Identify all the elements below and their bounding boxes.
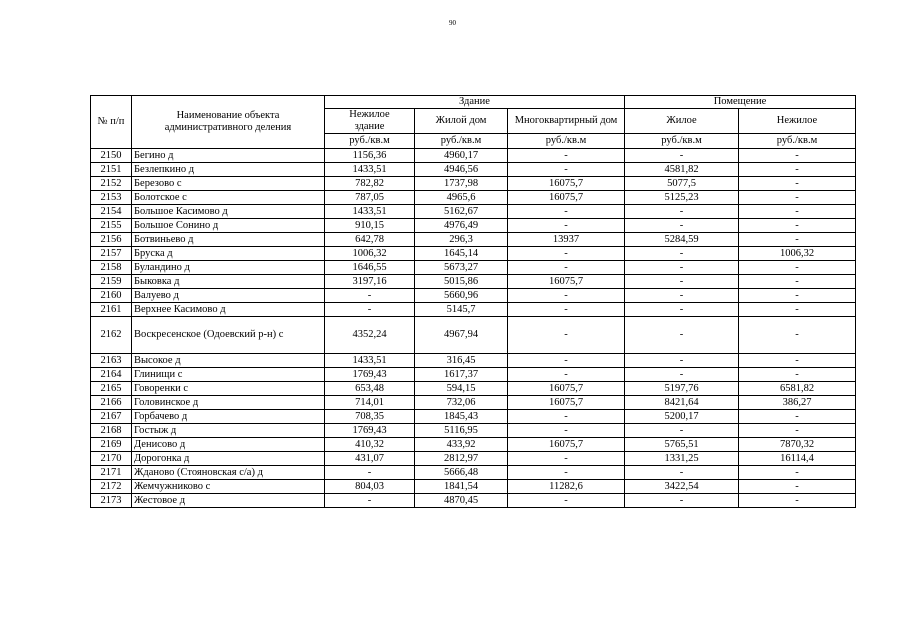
residential-premises-value: 4581,82 <box>625 163 739 177</box>
table-row <box>91 494 856 508</box>
table-row <box>91 424 856 438</box>
table-row <box>91 480 856 494</box>
object-name: Горбачево д <box>132 410 325 424</box>
apartment-building-value: - <box>508 317 625 354</box>
table-row <box>91 466 856 480</box>
unit-label: руб./кв.м <box>415 134 508 149</box>
nonresidential-building-value: 708,35 <box>325 410 415 424</box>
page-number: 90 <box>449 19 456 27</box>
unit-label: руб./кв.м <box>508 134 625 149</box>
row-number: 2163 <box>91 354 132 368</box>
object-name: Головинское д <box>132 396 325 410</box>
table-row <box>91 354 856 368</box>
row-number: 2156 <box>91 233 132 247</box>
nonresidential-building-value: 410,32 <box>325 438 415 452</box>
nonresidential-premises-value: - <box>739 317 856 354</box>
row-number: 2158 <box>91 261 132 275</box>
apartment-building-value: - <box>508 452 625 466</box>
row-number: 2162 <box>91 317 132 354</box>
object-name: Глинищи с <box>132 368 325 382</box>
nonresidential-building-value: 910,15 <box>325 219 415 233</box>
residential-house-value: 1845,43 <box>415 410 508 424</box>
object-name: Жданово (Стояновская с/а) д <box>132 466 325 480</box>
table-row <box>91 368 856 382</box>
apartment-building-value: 16075,7 <box>508 275 625 289</box>
residential-house-value: 5673,27 <box>415 261 508 275</box>
nonresidential-building-value: 1769,43 <box>325 424 415 438</box>
table-row <box>91 317 856 354</box>
nonresidential-premises-value: 6581,82 <box>739 382 856 396</box>
nonresidential-building-value: 1646,55 <box>325 261 415 275</box>
residential-house-value: 316,45 <box>415 354 508 368</box>
nonresidential-premises-value: - <box>739 424 856 438</box>
object-name: Ботвиньево д <box>132 233 325 247</box>
apartment-building-value: - <box>508 163 625 177</box>
residential-house-value: 2812,97 <box>415 452 508 466</box>
row-number: 2167 <box>91 410 132 424</box>
residential-premises-value: - <box>625 466 739 480</box>
nonresidential-building-value: - <box>325 466 415 480</box>
table-row <box>91 289 856 303</box>
row-number: 2165 <box>91 382 132 396</box>
residential-house-value: 296,3 <box>415 233 508 247</box>
nonresidential-building-value: 431,07 <box>325 452 415 466</box>
residential-house-value: 732,06 <box>415 396 508 410</box>
row-number: 2164 <box>91 368 132 382</box>
row-number: 2172 <box>91 480 132 494</box>
residential-premises-value: - <box>625 354 739 368</box>
object-name: Денисово д <box>132 438 325 452</box>
object-name: Жемчужниково с <box>132 480 325 494</box>
table-body <box>91 149 856 508</box>
apartment-building-value: - <box>508 149 625 163</box>
residential-premises-value: 5197,76 <box>625 382 739 396</box>
header-col-residential-house: Жилой дом <box>415 109 508 134</box>
apartment-building-value: - <box>508 410 625 424</box>
table-row <box>91 233 856 247</box>
residential-house-value: 1841,54 <box>415 480 508 494</box>
unit-label: руб./кв.м <box>739 134 856 149</box>
residential-house-value: 4870,45 <box>415 494 508 508</box>
nonresidential-building-value: 1769,43 <box>325 368 415 382</box>
apartment-building-value: 16075,7 <box>508 382 625 396</box>
residential-premises-value: - <box>625 317 739 354</box>
row-number: 2159 <box>91 275 132 289</box>
row-number: 2154 <box>91 205 132 219</box>
object-name: Болотское с <box>132 191 325 205</box>
object-name: Бегино д <box>132 149 325 163</box>
table-row <box>91 247 856 261</box>
nonresidential-building-value: 1433,51 <box>325 163 415 177</box>
apartment-building-value: 11282,6 <box>508 480 625 494</box>
table-row <box>91 163 856 177</box>
header-col-nonresidential-building: Нежилое здание <box>325 109 415 134</box>
apartment-building-value: 13937 <box>508 233 625 247</box>
unit-label: руб./кв.м <box>625 134 739 149</box>
header-col-residential-premises: Жилое <box>625 109 739 134</box>
table-row <box>91 149 856 163</box>
residential-house-value: 4967,94 <box>415 317 508 354</box>
row-number: 2169 <box>91 438 132 452</box>
nonresidential-premises-value: 386,27 <box>739 396 856 410</box>
residential-house-value: 594,15 <box>415 382 508 396</box>
nonresidential-building-value: 787,05 <box>325 191 415 205</box>
residential-premises-value: 1331,25 <box>625 452 739 466</box>
object-name: Березово с <box>132 177 325 191</box>
nonresidential-premises-value: - <box>739 261 856 275</box>
residential-premises-value: 5200,17 <box>625 410 739 424</box>
apartment-building-value: - <box>508 289 625 303</box>
apartment-building-value: - <box>508 205 625 219</box>
residential-house-value: 4946,56 <box>415 163 508 177</box>
object-name: Дорогонка д <box>132 452 325 466</box>
nonresidential-building-value: - <box>325 289 415 303</box>
row-number: 2173 <box>91 494 132 508</box>
table-row <box>91 396 856 410</box>
nonresidential-premises-value: - <box>739 149 856 163</box>
residential-premises-value: 8421,64 <box>625 396 739 410</box>
residential-house-value: 5145,7 <box>415 303 508 317</box>
object-name: Воскресенское (Одоевский р-н) с <box>132 317 325 354</box>
table-row <box>91 261 856 275</box>
table-row <box>91 219 856 233</box>
header-object-name: Наименование объекта административного деления <box>132 96 325 149</box>
residential-house-value: 4976,49 <box>415 219 508 233</box>
row-number: 2170 <box>91 452 132 466</box>
object-name: Верхнее Касимово д <box>132 303 325 317</box>
nonresidential-premises-value: - <box>739 233 856 247</box>
nonresidential-premises-value: - <box>739 354 856 368</box>
nonresidential-building-value: 804,03 <box>325 480 415 494</box>
header-col-nonresidential-premises: Нежилое <box>739 109 856 134</box>
nonresidential-building-value: 4352,24 <box>325 317 415 354</box>
residential-premises-value: - <box>625 275 739 289</box>
nonresidential-premises-value: - <box>739 163 856 177</box>
apartment-building-value: - <box>508 303 625 317</box>
nonresidential-premises-value: 1006,32 <box>739 247 856 261</box>
table-row <box>91 191 856 205</box>
apartment-building-value: - <box>508 466 625 480</box>
apartment-building-value: - <box>508 261 625 275</box>
residential-premises-value: 5765,51 <box>625 438 739 452</box>
nonresidential-premises-value: - <box>739 368 856 382</box>
nonresidential-premises-value: 7870,32 <box>739 438 856 452</box>
table-row <box>91 438 856 452</box>
nonresidential-building-value: 1006,32 <box>325 247 415 261</box>
residential-premises-value: - <box>625 289 739 303</box>
residential-house-value: 1645,14 <box>415 247 508 261</box>
row-number: 2171 <box>91 466 132 480</box>
table-row <box>91 177 856 191</box>
nonresidential-premises-value: - <box>739 494 856 508</box>
nonresidential-premises-value: - <box>739 177 856 191</box>
table-row <box>91 410 856 424</box>
apartment-building-value: - <box>508 368 625 382</box>
nonresidential-building-value: 642,78 <box>325 233 415 247</box>
residential-house-value: 433,92 <box>415 438 508 452</box>
residential-premises-value: - <box>625 424 739 438</box>
apartment-building-value: 16075,7 <box>508 191 625 205</box>
header-row-1 <box>91 96 856 109</box>
nonresidential-building-value: 1433,51 <box>325 205 415 219</box>
row-number: 2152 <box>91 177 132 191</box>
residential-house-value: 1617,37 <box>415 368 508 382</box>
row-number: 2151 <box>91 163 132 177</box>
residential-premises-value: - <box>625 494 739 508</box>
residential-house-value: 5116,95 <box>415 424 508 438</box>
nonresidential-building-value: - <box>325 494 415 508</box>
nonresidential-premises-value: - <box>739 303 856 317</box>
residential-house-value: 5015,86 <box>415 275 508 289</box>
nonresidential-building-value: 714,01 <box>325 396 415 410</box>
row-number: 2166 <box>91 396 132 410</box>
header-col-apartment-building: Многоквартирный дом <box>508 109 625 134</box>
row-number: 2155 <box>91 219 132 233</box>
row-number: 2157 <box>91 247 132 261</box>
apartment-building-value: - <box>508 219 625 233</box>
residential-house-value: 5660,96 <box>415 289 508 303</box>
table-row <box>91 452 856 466</box>
residential-house-value: 5162,67 <box>415 205 508 219</box>
table-row <box>91 303 856 317</box>
header-building-group: Здание <box>325 96 625 109</box>
residential-premises-value: - <box>625 247 739 261</box>
row-number: 2160 <box>91 289 132 303</box>
nonresidential-building-value: 1433,51 <box>325 354 415 368</box>
residential-premises-value: - <box>625 261 739 275</box>
residential-premises-value: - <box>625 205 739 219</box>
nonresidential-premises-value: - <box>739 410 856 424</box>
row-number: 2161 <box>91 303 132 317</box>
nonresidential-building-value: 653,48 <box>325 382 415 396</box>
nonresidential-premises-value: - <box>739 205 856 219</box>
object-name: Бруска д <box>132 247 325 261</box>
residential-premises-value: 5125,23 <box>625 191 739 205</box>
residential-premises-value: 3422,54 <box>625 480 739 494</box>
nonresidential-premises-value: 16114,4 <box>739 452 856 466</box>
nonresidential-premises-value: - <box>739 219 856 233</box>
object-name: Высокое д <box>132 354 325 368</box>
residential-house-value: 4965,6 <box>415 191 508 205</box>
nonresidential-premises-value: - <box>739 289 856 303</box>
nonresidential-building-value: 1156,36 <box>325 149 415 163</box>
object-name: Гостыж д <box>132 424 325 438</box>
header-number: № п/п <box>91 96 132 149</box>
unit-label: руб./кв.м <box>325 134 415 149</box>
nonresidential-premises-value: - <box>739 466 856 480</box>
residential-premises-value: - <box>625 303 739 317</box>
residential-house-value: 5666,48 <box>415 466 508 480</box>
residential-premises-value: 5284,59 <box>625 233 739 247</box>
valuation-table <box>90 95 856 508</box>
residential-premises-value: - <box>625 368 739 382</box>
nonresidential-building-value: - <box>325 303 415 317</box>
header-premises-group: Помещение <box>625 96 856 109</box>
object-name: Быковка д <box>132 275 325 289</box>
nonresidential-building-value: 3197,16 <box>325 275 415 289</box>
object-name: Валуево д <box>132 289 325 303</box>
nonresidential-premises-value: - <box>739 275 856 289</box>
table-row <box>91 382 856 396</box>
residential-house-value: 4960,17 <box>415 149 508 163</box>
residential-premises-value: - <box>625 149 739 163</box>
object-name: Говоренки с <box>132 382 325 396</box>
residential-premises-value: - <box>625 219 739 233</box>
object-name: Большое Сонино д <box>132 219 325 233</box>
apartment-building-value: 16075,7 <box>508 396 625 410</box>
nonresidential-building-value: 782,82 <box>325 177 415 191</box>
residential-premises-value: 5077,5 <box>625 177 739 191</box>
object-name: Жестовое д <box>132 494 325 508</box>
nonresidential-premises-value: - <box>739 191 856 205</box>
apartment-building-value: - <box>508 494 625 508</box>
residential-house-value: 1737,98 <box>415 177 508 191</box>
object-name: Безлепкино д <box>132 163 325 177</box>
object-name: Большое Касимово д <box>132 205 325 219</box>
apartment-building-value: 16075,7 <box>508 438 625 452</box>
table-row <box>91 275 856 289</box>
apartment-building-value: - <box>508 354 625 368</box>
table-row <box>91 205 856 219</box>
object-name: Буландино д <box>132 261 325 275</box>
row-number: 2153 <box>91 191 132 205</box>
row-number: 2150 <box>91 149 132 163</box>
row-number: 2168 <box>91 424 132 438</box>
apartment-building-value: 16075,7 <box>508 177 625 191</box>
nonresidential-premises-value: - <box>739 480 856 494</box>
apartment-building-value: - <box>508 247 625 261</box>
apartment-building-value: - <box>508 424 625 438</box>
